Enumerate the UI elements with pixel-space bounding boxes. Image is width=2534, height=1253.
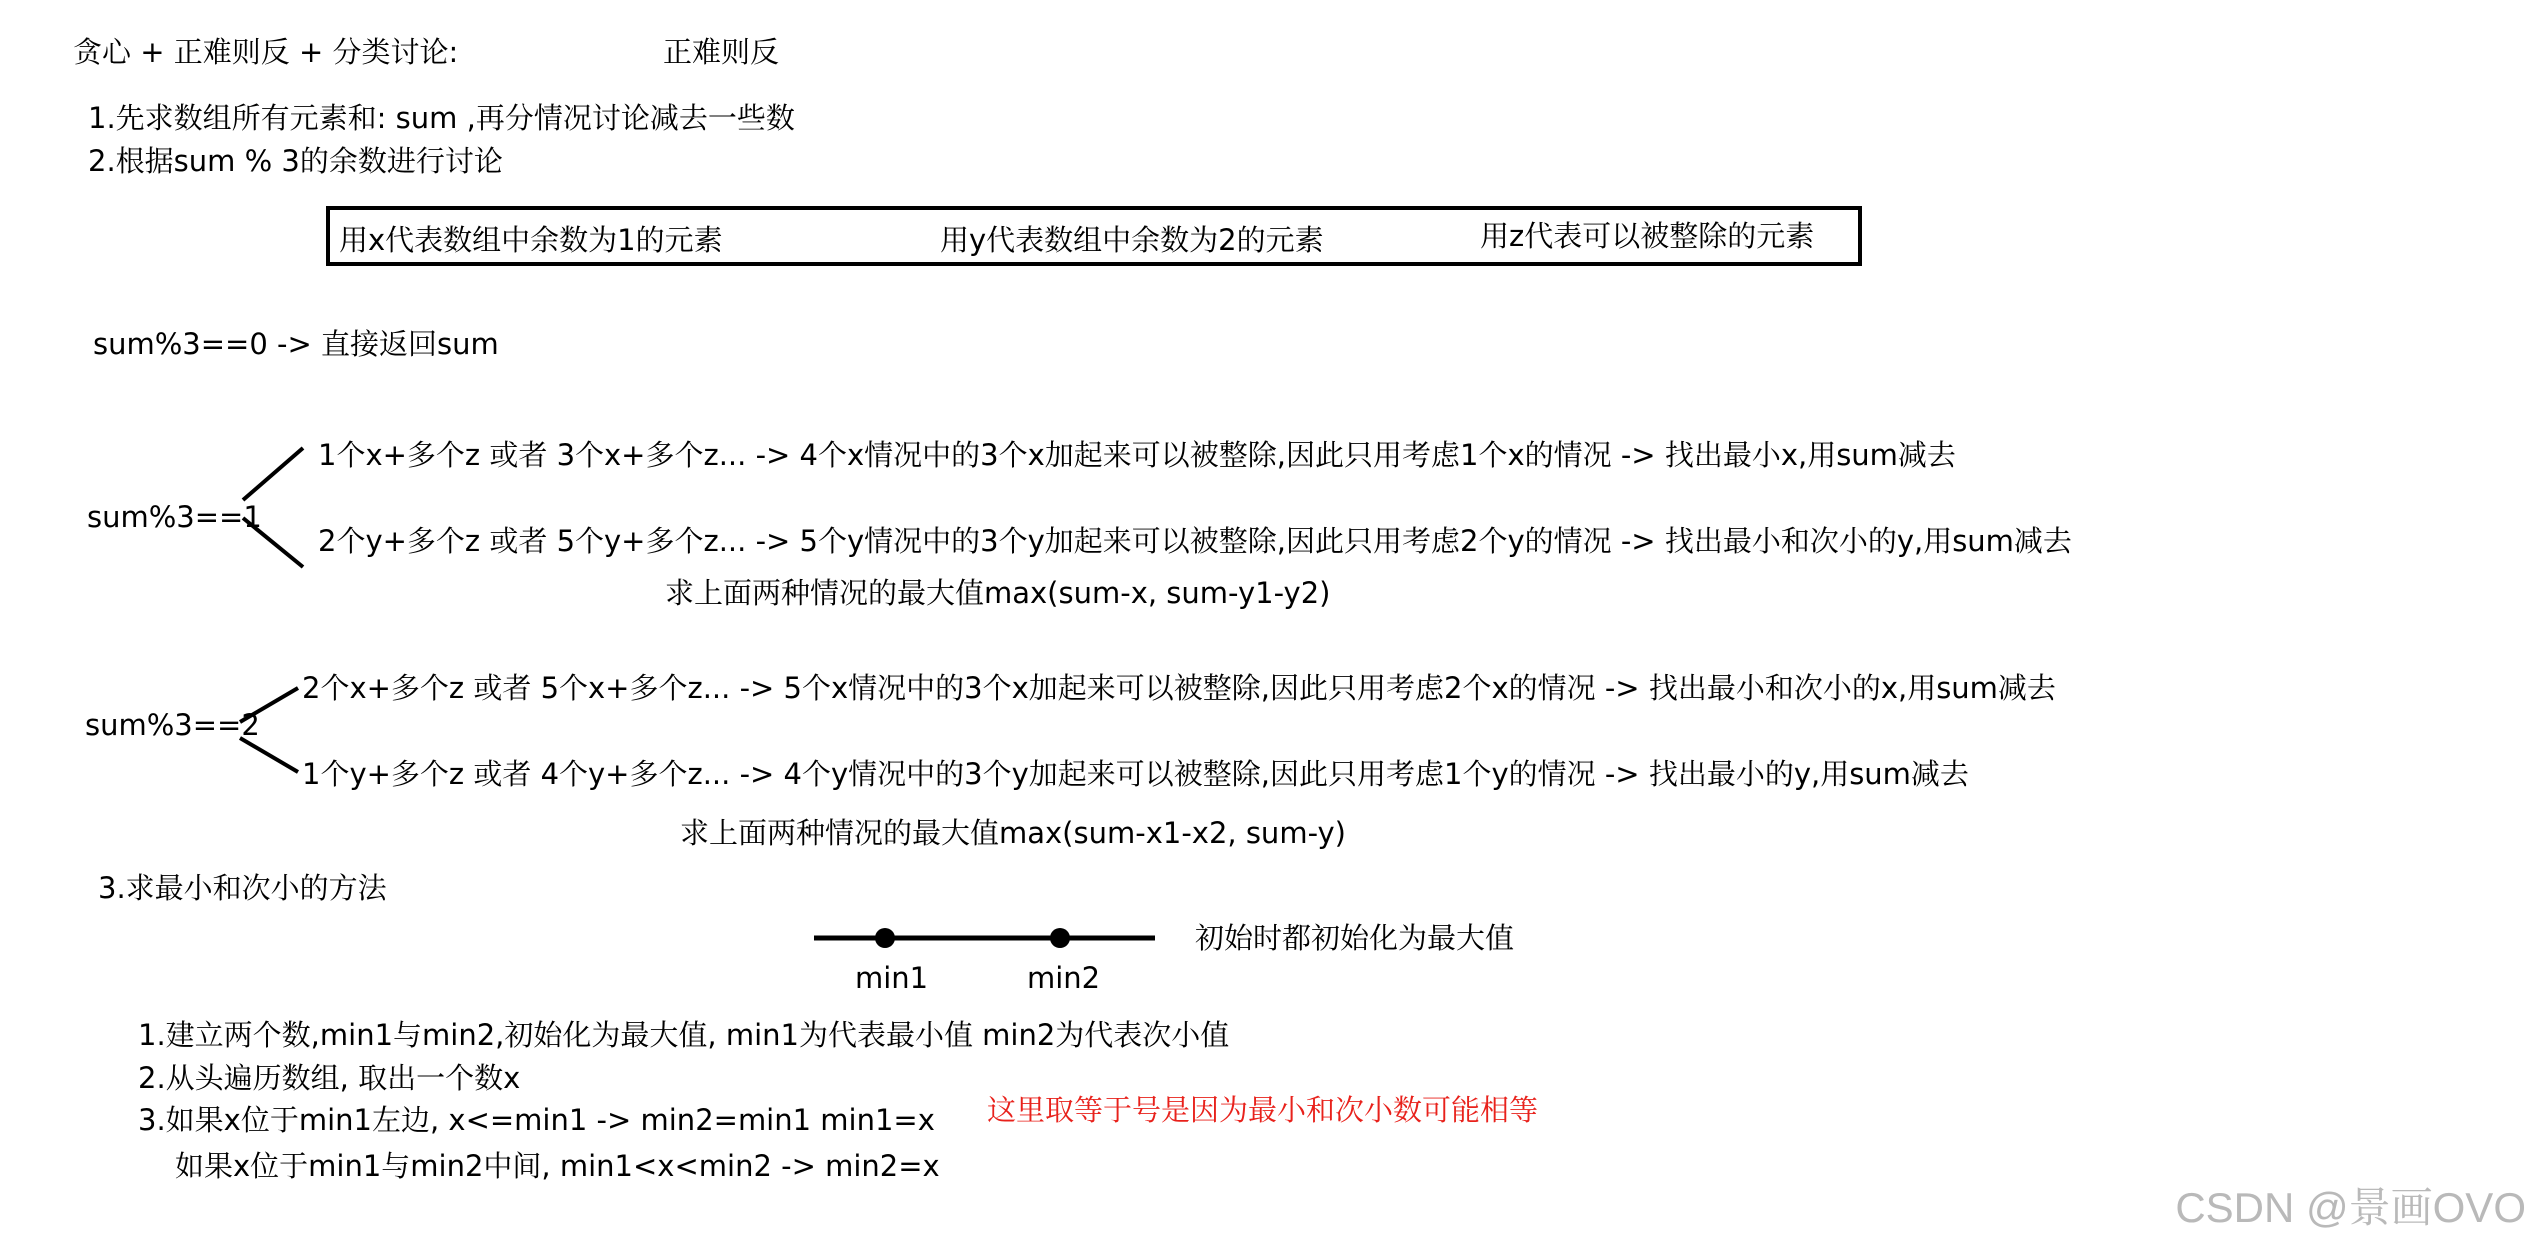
method-sub4: 如果x位于min1与min2中间, min1<x<min2 -> min2=x (175, 1149, 940, 1183)
header-title: 贪心 + 正难则反 + 分类讨论: (73, 35, 459, 69)
header-subtitle: 正难则反 (663, 35, 780, 69)
method-sub2: 2.从头遍历数组, 取出一个数x (138, 1061, 521, 1095)
method-title: 3.求最小和次小的方法 (98, 871, 387, 905)
method-sub3-note: 这里取等于号是因为最小和次小数可能相等 (987, 1093, 1539, 1127)
step-1: 1.先求数组所有元素和: sum ,再分情况讨论减去一些数 (88, 101, 795, 135)
case2-branch-down-line (240, 738, 298, 772)
case1-branch1: 1个x+多个z 或者 3个x+多个z... -> 4个x情况中的3个x加起来可以被整除,因此只用考虑1个x的情况 -> 找出最小x,用sum减去 (318, 438, 1956, 472)
case1-label: sum%3==1 (87, 500, 262, 534)
legend-y: 用y代表数组中余数为2的元素 (940, 223, 1324, 257)
method-init-note: 初始时都初始化为最大值 (1195, 921, 1515, 955)
legend-x: 用x代表数组中余数为1的元素 (339, 223, 723, 257)
case2-branch1: 2个x+多个z 或者 5个x+多个z... -> 5个x情况中的3个x加起来可以被整除,因此只用考虑2个x的情况 -> 找出最小和次小的x,用sum减去 (302, 671, 2056, 705)
case2-summary: 求上面两种情况的最大值max(sum-x1-x2, sum-y) (680, 816, 1346, 850)
case2-label: sum%3==2 (85, 708, 260, 742)
case1-summary: 求上面两种情况的最大值max(sum-x, sum-y1-y2) (665, 576, 1331, 610)
method-sub3: 3.如果x位于min1左边, x<=min1 -> min2=min1 min1=x (138, 1103, 935, 1137)
case2-branch2: 1个y+多个z 或者 4个y+多个z... -> 4个y情况中的3个y加起来可以被整除,因此只用考虑1个y的情况 -> 找出最小的y,用sum减去 (302, 757, 1969, 791)
min1-dot (875, 928, 895, 948)
csdn-watermark: CSDN @景画OVO (2175, 1184, 2526, 1231)
step-2: 2.根据sum % 3的余数进行讨论 (88, 144, 503, 178)
method-sub1: 1.建立两个数,min1与min2,初始化为最大值, min1为代表最小值 min2为代表次小值 (138, 1018, 1230, 1052)
legend-z: 用z代表可以被整除的元素 (1480, 219, 1815, 253)
min2-label: min2 (1027, 961, 1101, 995)
min2-dot (1050, 928, 1070, 948)
case1-branch-up-line (243, 448, 303, 500)
case1-branch2: 2个y+多个z 或者 5个y+多个z... -> 5个y情况中的3个y加起来可以被整除,因此只用考虑2个y的情况 -> 找出最小和次小的y,用sum减去 (318, 524, 2072, 558)
min1-label: min1 (855, 961, 929, 995)
case0-label: sum%3==0 -> 直接返回sum (93, 327, 499, 361)
